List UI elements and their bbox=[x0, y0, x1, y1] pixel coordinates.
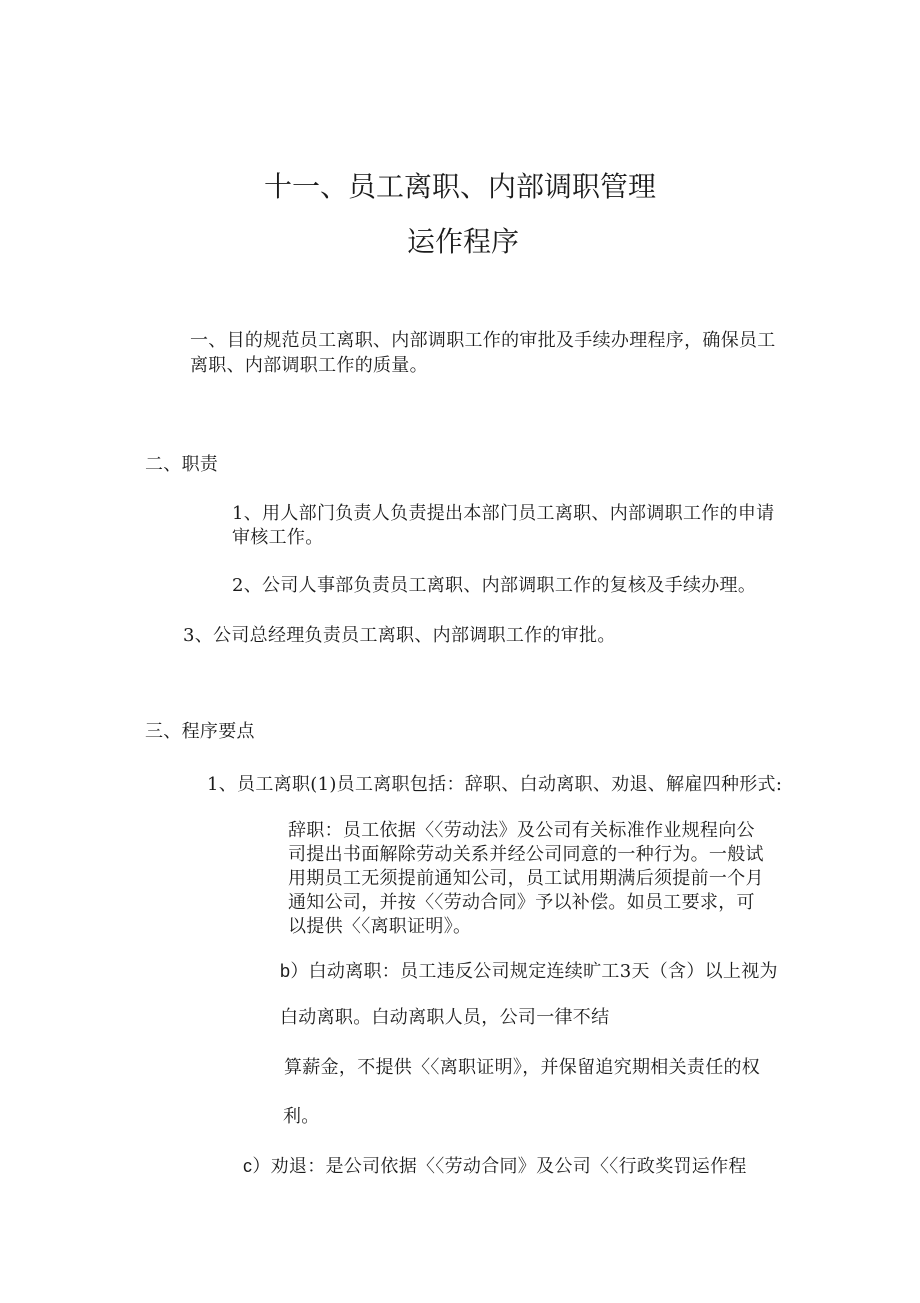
resignation-line: 以提供〈〈离职证明》。 bbox=[288, 916, 472, 937]
item-marker-b: b bbox=[280, 961, 291, 981]
purpose-paragraph-line: 离职、内部调职工作的质量。 bbox=[190, 355, 428, 376]
section-heading-duties: 二、职责 bbox=[145, 454, 219, 475]
document-title: 十一、员工离职、内部调职管理 bbox=[263, 170, 656, 203]
duty-item-3: 3、公司总经理负责员工离职、内部调职工作的审批。 bbox=[183, 625, 616, 646]
self-departure-line: 白动离职。白动离职人员，公司一律不结 bbox=[280, 1007, 610, 1028]
self-departure-line: 利。 bbox=[283, 1106, 320, 1127]
self-departure-text: ）白动离职：员工违反公司规定连续旷工3天（含）以上视为 bbox=[290, 961, 778, 982]
purpose-paragraph-line: 一、目的规范员工离职、内部调职工作的审批及手续办理程序，确保员工 bbox=[190, 330, 776, 351]
duty-item-2: 2、公司人事部负责员工离职、内部调职工作的复核及手续办理。 bbox=[232, 575, 757, 596]
resignation-line: 司提出书面解除劳动关系并经公司同意的一种行为。一般试 bbox=[288, 844, 764, 865]
resignation-line: 通知公司，并按〈〈劳动合同》予以补偿。如员工要求，可 bbox=[288, 892, 755, 913]
procedure-point-1: 1、员工离职(1)员工离职包括：辞职、白动离职、劝退、解雇四种形式: bbox=[207, 774, 783, 795]
section-heading-procedure: 三、程序要点 bbox=[145, 721, 255, 742]
duty-item-1-cont: 审核工作。 bbox=[232, 527, 324, 548]
self-departure-line bbox=[280, 959, 778, 984]
persuade-leave-text: ）劝退：是公司依据〈〈劳动合同》及公司〈〈行政奖罚运作程 bbox=[252, 1156, 747, 1177]
persuade-leave-line bbox=[243, 1154, 747, 1179]
document-subtitle: 运作程序 bbox=[406, 225, 519, 258]
duty-item-1: 1、用人部门负责人负责提出本部门员工离职、内部调职工作的申请 bbox=[232, 503, 775, 524]
item-marker-c: c bbox=[243, 1156, 253, 1176]
self-departure-line: 算薪金，不提供〈〈离职证明》，并保留追究期相关责任的权 bbox=[284, 1057, 761, 1078]
resignation-line: 用期员工无须提前通知公司，员工试用期满后须提前一个月 bbox=[288, 868, 764, 889]
resignation-line: 辞职：员工依据〈〈劳动法》及公司有关标准作业规程向公 bbox=[288, 820, 755, 841]
